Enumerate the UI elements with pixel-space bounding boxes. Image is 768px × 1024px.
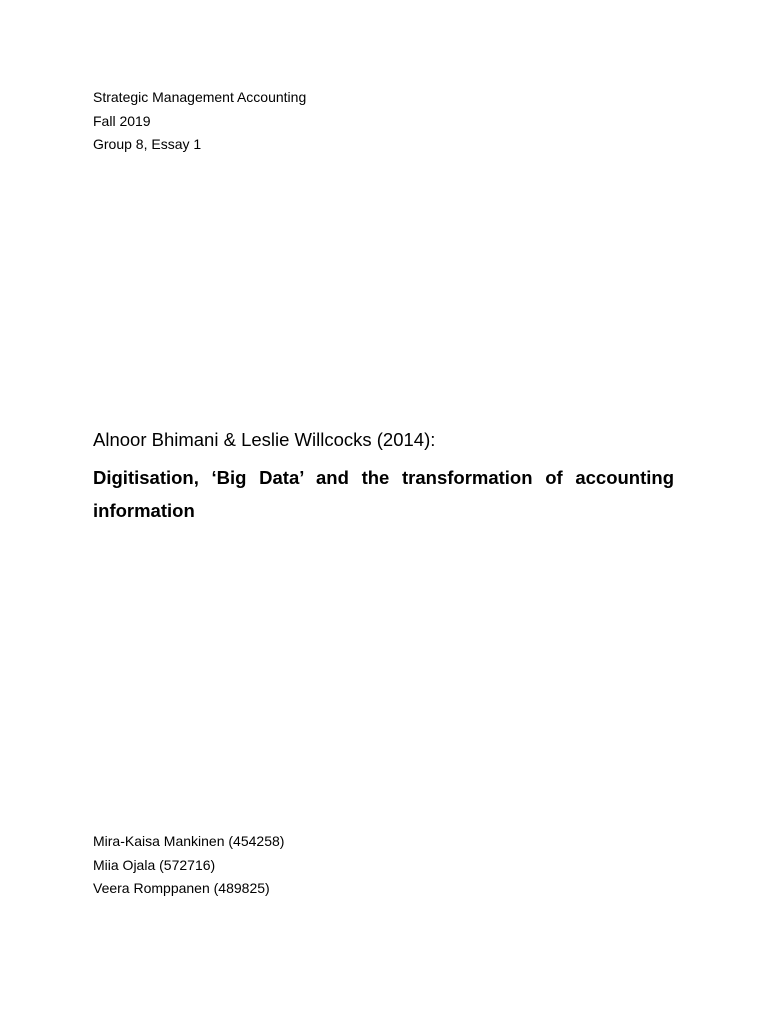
course-name: Strategic Management Accounting <box>93 89 307 105</box>
group-members <box>93 830 493 901</box>
member-item: Veera Romppanen (489825) <box>93 880 270 896</box>
member-item: Miia Ojala (572716) <box>93 856 216 873</box>
course-term: Fall 2019 <box>93 112 151 129</box>
member-item: Mira-Kaisa Mankinen (454258) <box>93 833 285 849</box>
paper-reference <box>93 428 674 527</box>
paper-title: Digitisation, ‘Big Data’ and the transformation of accounting information <box>93 467 674 521</box>
paper-authors: Alnoor Bhimani & Leslie Willcocks (2014): <box>93 429 436 450</box>
group-essay-label: Group 8, Essay 1 <box>93 136 202 152</box>
course-info <box>93 86 493 157</box>
